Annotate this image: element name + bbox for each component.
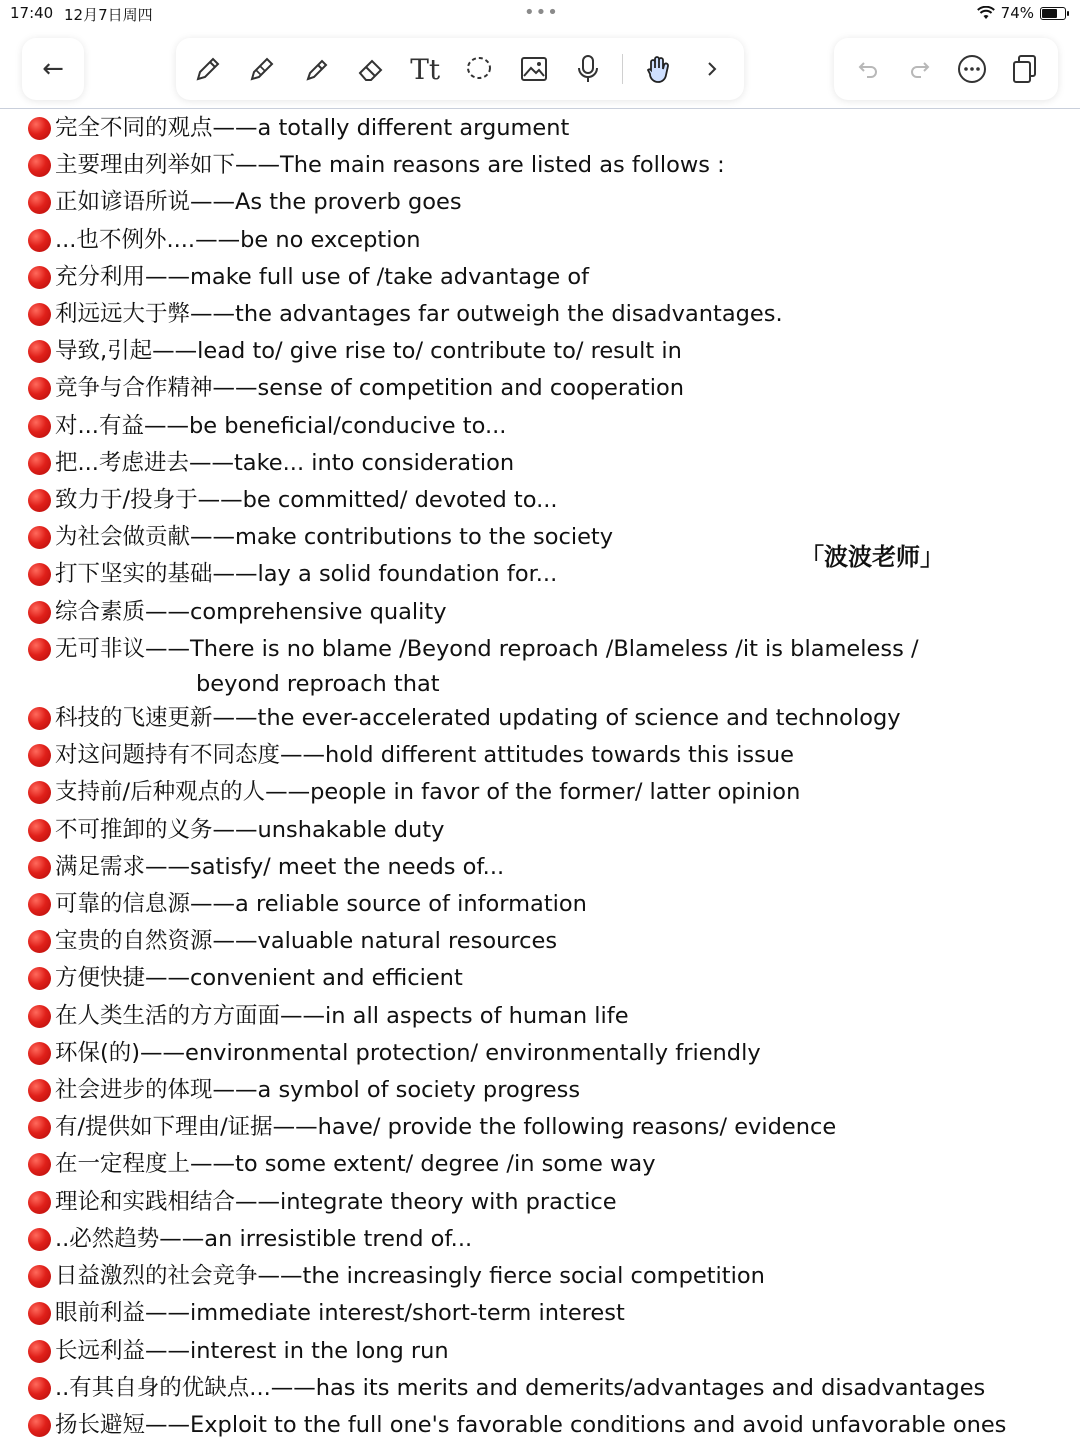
list-item-text: 把...考虑进去——take... into consideration — [55, 449, 515, 476]
list-item-body — [55, 998, 629, 1035]
lasso-icon[interactable] — [459, 49, 499, 89]
list-item — [28, 1109, 1068, 1146]
list-item-body — [55, 482, 558, 519]
list-item-body — [55, 700, 901, 737]
red-circle-icon — [28, 1042, 51, 1065]
list-item — [28, 631, 1068, 700]
list-item-text: 可靠的信息源——a reliable source of information — [55, 891, 587, 918]
list-item-body — [55, 737, 794, 774]
chevron-right-icon[interactable] — [692, 49, 732, 89]
list-item-body — [55, 1370, 985, 1407]
list-item-body — [55, 886, 587, 923]
undo-icon[interactable] — [848, 49, 888, 89]
list-item — [28, 1407, 1068, 1444]
list-item-text: 主要理由列举如下——The main reasons are listed as follows : — [55, 152, 725, 179]
red-circle-icon — [28, 893, 51, 916]
list-item-body — [55, 1258, 765, 1295]
more-icon[interactable] — [952, 49, 992, 89]
list-item-body — [55, 1221, 472, 1258]
list-item-text: 竞争与合作精神——sense of competition and cooperation — [55, 375, 685, 402]
list-item — [28, 1258, 1068, 1295]
red-circle-icon — [28, 1116, 51, 1139]
red-circle-icon — [28, 377, 51, 400]
list-item-text: 为社会做贡献——make contributions to the society — [55, 524, 614, 551]
toolbar-separator — [622, 54, 623, 84]
microphone-icon[interactable] — [568, 49, 608, 89]
list-item-text: 科技的飞速更新——the ever-accelerated updating of science and technology — [55, 705, 901, 732]
action-buttons — [834, 38, 1058, 100]
list-item — [28, 886, 1068, 923]
red-circle-icon — [28, 191, 51, 214]
list-item-text: ..有其自身的优缺点...——has its merits and demerits/advantages and disadvantages — [55, 1374, 986, 1401]
red-circle-icon — [28, 856, 51, 879]
list-item-body — [55, 296, 783, 333]
list-item — [28, 1146, 1068, 1183]
list-item-body — [55, 1146, 656, 1183]
list-item-text: 日益激烈的社会竞争——the increasingly fierce social competition — [55, 1263, 765, 1290]
red-circle-icon — [28, 744, 51, 767]
highlighter-icon[interactable] — [297, 49, 337, 89]
list-item-text: 致力于/投身于——be committed/ devoted to... — [55, 487, 558, 514]
list-item — [28, 408, 1068, 445]
list-item-text: 支持前/后种观点的人——people in favor of the former/ latter opinion — [55, 779, 801, 806]
list-item-text: 不可推卸的义务——unshakable duty — [55, 816, 445, 843]
redo-icon[interactable] — [900, 49, 940, 89]
list-item — [28, 333, 1068, 370]
red-circle-icon — [28, 707, 51, 730]
status-date: 12月7日周四 — [64, 6, 153, 24]
list-item — [28, 1072, 1068, 1109]
list-item-body — [55, 259, 589, 296]
red-circle-icon — [28, 930, 51, 953]
list-item-text: 充分利用——make full use of /take advantage of — [55, 263, 590, 290]
red-circle-icon — [28, 601, 51, 624]
list-item-text: 满足需求——satisfy/ meet the needs of... — [55, 853, 505, 880]
list-item-text: 有/提供如下理由/证据——have/ provide the following reasons/ evidence — [55, 1114, 837, 1141]
list-item — [28, 1184, 1068, 1221]
list-item-text: 宝贵的自然资源——valuable natural resources — [55, 928, 558, 955]
list-item — [28, 445, 1068, 482]
drawing-tools — [176, 38, 744, 100]
list-item — [28, 700, 1068, 737]
list-item-body — [55, 1407, 1006, 1444]
red-circle-icon — [28, 1377, 51, 1400]
red-circle-icon — [28, 563, 51, 586]
eraser-icon[interactable] — [351, 49, 391, 89]
list-item — [28, 998, 1068, 1035]
list-item-text: ...也不例外....——be no exception — [55, 226, 421, 253]
list-item-text: 对...有益——be beneficial/conducive to... — [55, 412, 507, 439]
battery-icon — [1040, 7, 1066, 20]
list-item-body — [55, 1109, 836, 1146]
list-item — [28, 923, 1068, 960]
wifi-icon — [977, 6, 995, 20]
list-item — [28, 222, 1068, 259]
list-item — [28, 296, 1068, 333]
red-circle-icon — [28, 1414, 51, 1437]
list-item-text: 无可非议——There is no blame /Beyond reproach /Blameless /it is blameless / — [55, 635, 919, 662]
list-item-body — [55, 812, 444, 849]
list-item — [28, 1035, 1068, 1072]
list-item-body — [55, 774, 800, 811]
red-circle-icon — [28, 967, 51, 990]
list-item-text: 打下坚实的基础——lay a solid foundation for... — [55, 561, 558, 588]
list-item — [28, 147, 1068, 184]
list-item-body — [55, 184, 462, 221]
red-circle-icon — [28, 117, 51, 140]
marker-icon[interactable] — [242, 49, 282, 89]
red-circle-icon — [28, 1191, 51, 1214]
note-content[interactable] — [28, 110, 1068, 1444]
list-item-body — [55, 1072, 580, 1109]
red-circle-icon — [28, 489, 51, 512]
list-item — [28, 259, 1068, 296]
status-time: 17:40 — [10, 4, 54, 22]
image-icon[interactable] — [514, 49, 554, 89]
list-item-text: 长远利益——interest in the long run — [55, 1337, 449, 1364]
red-circle-icon — [28, 415, 51, 438]
list-item-body — [55, 594, 447, 631]
list-item-text: 眼前利益——immediate interest/short-term interest — [55, 1300, 625, 1327]
red-circle-icon — [28, 303, 51, 326]
list-item-body — [55, 110, 569, 147]
red-circle-icon — [28, 1153, 51, 1176]
list-item — [28, 1370, 1068, 1407]
list-item — [28, 184, 1068, 221]
toolbar-area — [0, 28, 1080, 109]
list-item-text: 在人类生活的方方面面——in all aspects of human life — [55, 1002, 629, 1029]
list-item-body — [55, 519, 613, 556]
list-item-text: 正如谚语所说——As the proverb goes — [55, 189, 462, 216]
list-item-text: 完全不同的观点——a totally different argument — [55, 115, 570, 141]
red-circle-icon — [28, 154, 51, 177]
list-item-body — [55, 370, 684, 407]
list-item-text: 方便快捷——convenient and efficient — [55, 965, 463, 992]
list-item-body — [55, 631, 919, 700]
red-circle-icon — [28, 1302, 51, 1325]
list-item — [28, 849, 1068, 886]
list-item — [28, 774, 1068, 811]
battery-fill — [1042, 9, 1057, 18]
list-item-text: ..必然趋势——an irresistible trend of... — [55, 1225, 473, 1252]
list-item — [28, 110, 1068, 147]
list-item-body — [55, 849, 504, 886]
list-item-text: 社会进步的体现——a symbol of society progress — [55, 1077, 581, 1104]
list-item-body — [55, 147, 725, 184]
red-circle-icon — [28, 229, 51, 252]
list-item — [28, 594, 1068, 631]
red-circle-icon — [28, 1228, 51, 1251]
list-item-text: 综合素质——comprehensive quality — [55, 598, 447, 625]
red-circle-icon — [28, 1265, 51, 1288]
list-item — [28, 1333, 1068, 1370]
status-bar — [0, 0, 1080, 28]
list-item — [28, 1221, 1068, 1258]
list-item — [28, 960, 1068, 997]
status-right — [977, 4, 1066, 22]
pencil-icon[interactable] — [188, 49, 228, 89]
hand-icon[interactable] — [638, 49, 678, 89]
pages-icon[interactable] — [1004, 49, 1044, 89]
list-item-text: 在一定程度上——to some extent/ degree /in some way — [55, 1151, 656, 1178]
list-item — [28, 370, 1068, 407]
list-item-body — [55, 923, 557, 960]
list-item — [28, 482, 1068, 519]
list-item-text: 导致,引起——lead to/ give rise to/ contribute to/ result in — [55, 338, 682, 365]
list-item-body — [55, 1035, 761, 1072]
red-circle-icon — [28, 1079, 51, 1102]
list-item — [28, 737, 1068, 774]
list-item-body — [55, 333, 682, 370]
watermark: 「波波老师」 — [800, 543, 944, 571]
list-item-text: 环保(的)——environmental protection/ environmentally friendly — [55, 1039, 761, 1066]
list-item — [28, 812, 1068, 849]
list-item-text: 扬长避短——Exploit to the full one's favorable conditions and avoid unfavorable ones — [55, 1411, 1007, 1438]
red-circle-icon — [28, 1340, 51, 1363]
red-circle-icon — [28, 781, 51, 804]
red-circle-icon — [28, 819, 51, 842]
list-item-body — [55, 222, 420, 259]
list-item-body — [55, 408, 506, 445]
list-item-continuation: beyond reproach that — [196, 671, 440, 698]
red-circle-icon — [28, 266, 51, 289]
list-item-text: 对这问题持有不同态度——hold different attitudes towards this issue — [55, 742, 794, 769]
list-item — [28, 1295, 1068, 1332]
text-icon[interactable]: Tt — [410, 52, 441, 86]
list-item-body — [55, 1184, 617, 1221]
list-item-text: 理论和实践相结合——integrate theory with practice — [55, 1188, 617, 1215]
list-item-body — [55, 556, 557, 593]
back-arrow-icon: ← — [42, 54, 64, 84]
list-item-body — [55, 445, 514, 482]
battery-percent: 74% — [1000, 4, 1034, 22]
list-item-body — [55, 1333, 449, 1370]
red-circle-icon — [28, 452, 51, 475]
list-item-body — [55, 960, 463, 997]
list-item-text: 利远远大于弊——the advantages far outweigh the disadvantages. — [55, 301, 783, 328]
red-circle-icon — [28, 526, 51, 549]
red-circle-icon — [28, 340, 51, 363]
red-circle-icon — [28, 638, 51, 661]
list-item-body — [55, 1295, 625, 1332]
red-circle-icon — [28, 1005, 51, 1028]
multitasking-dots[interactable]: ••• — [524, 2, 559, 23]
back-button[interactable] — [22, 38, 84, 100]
